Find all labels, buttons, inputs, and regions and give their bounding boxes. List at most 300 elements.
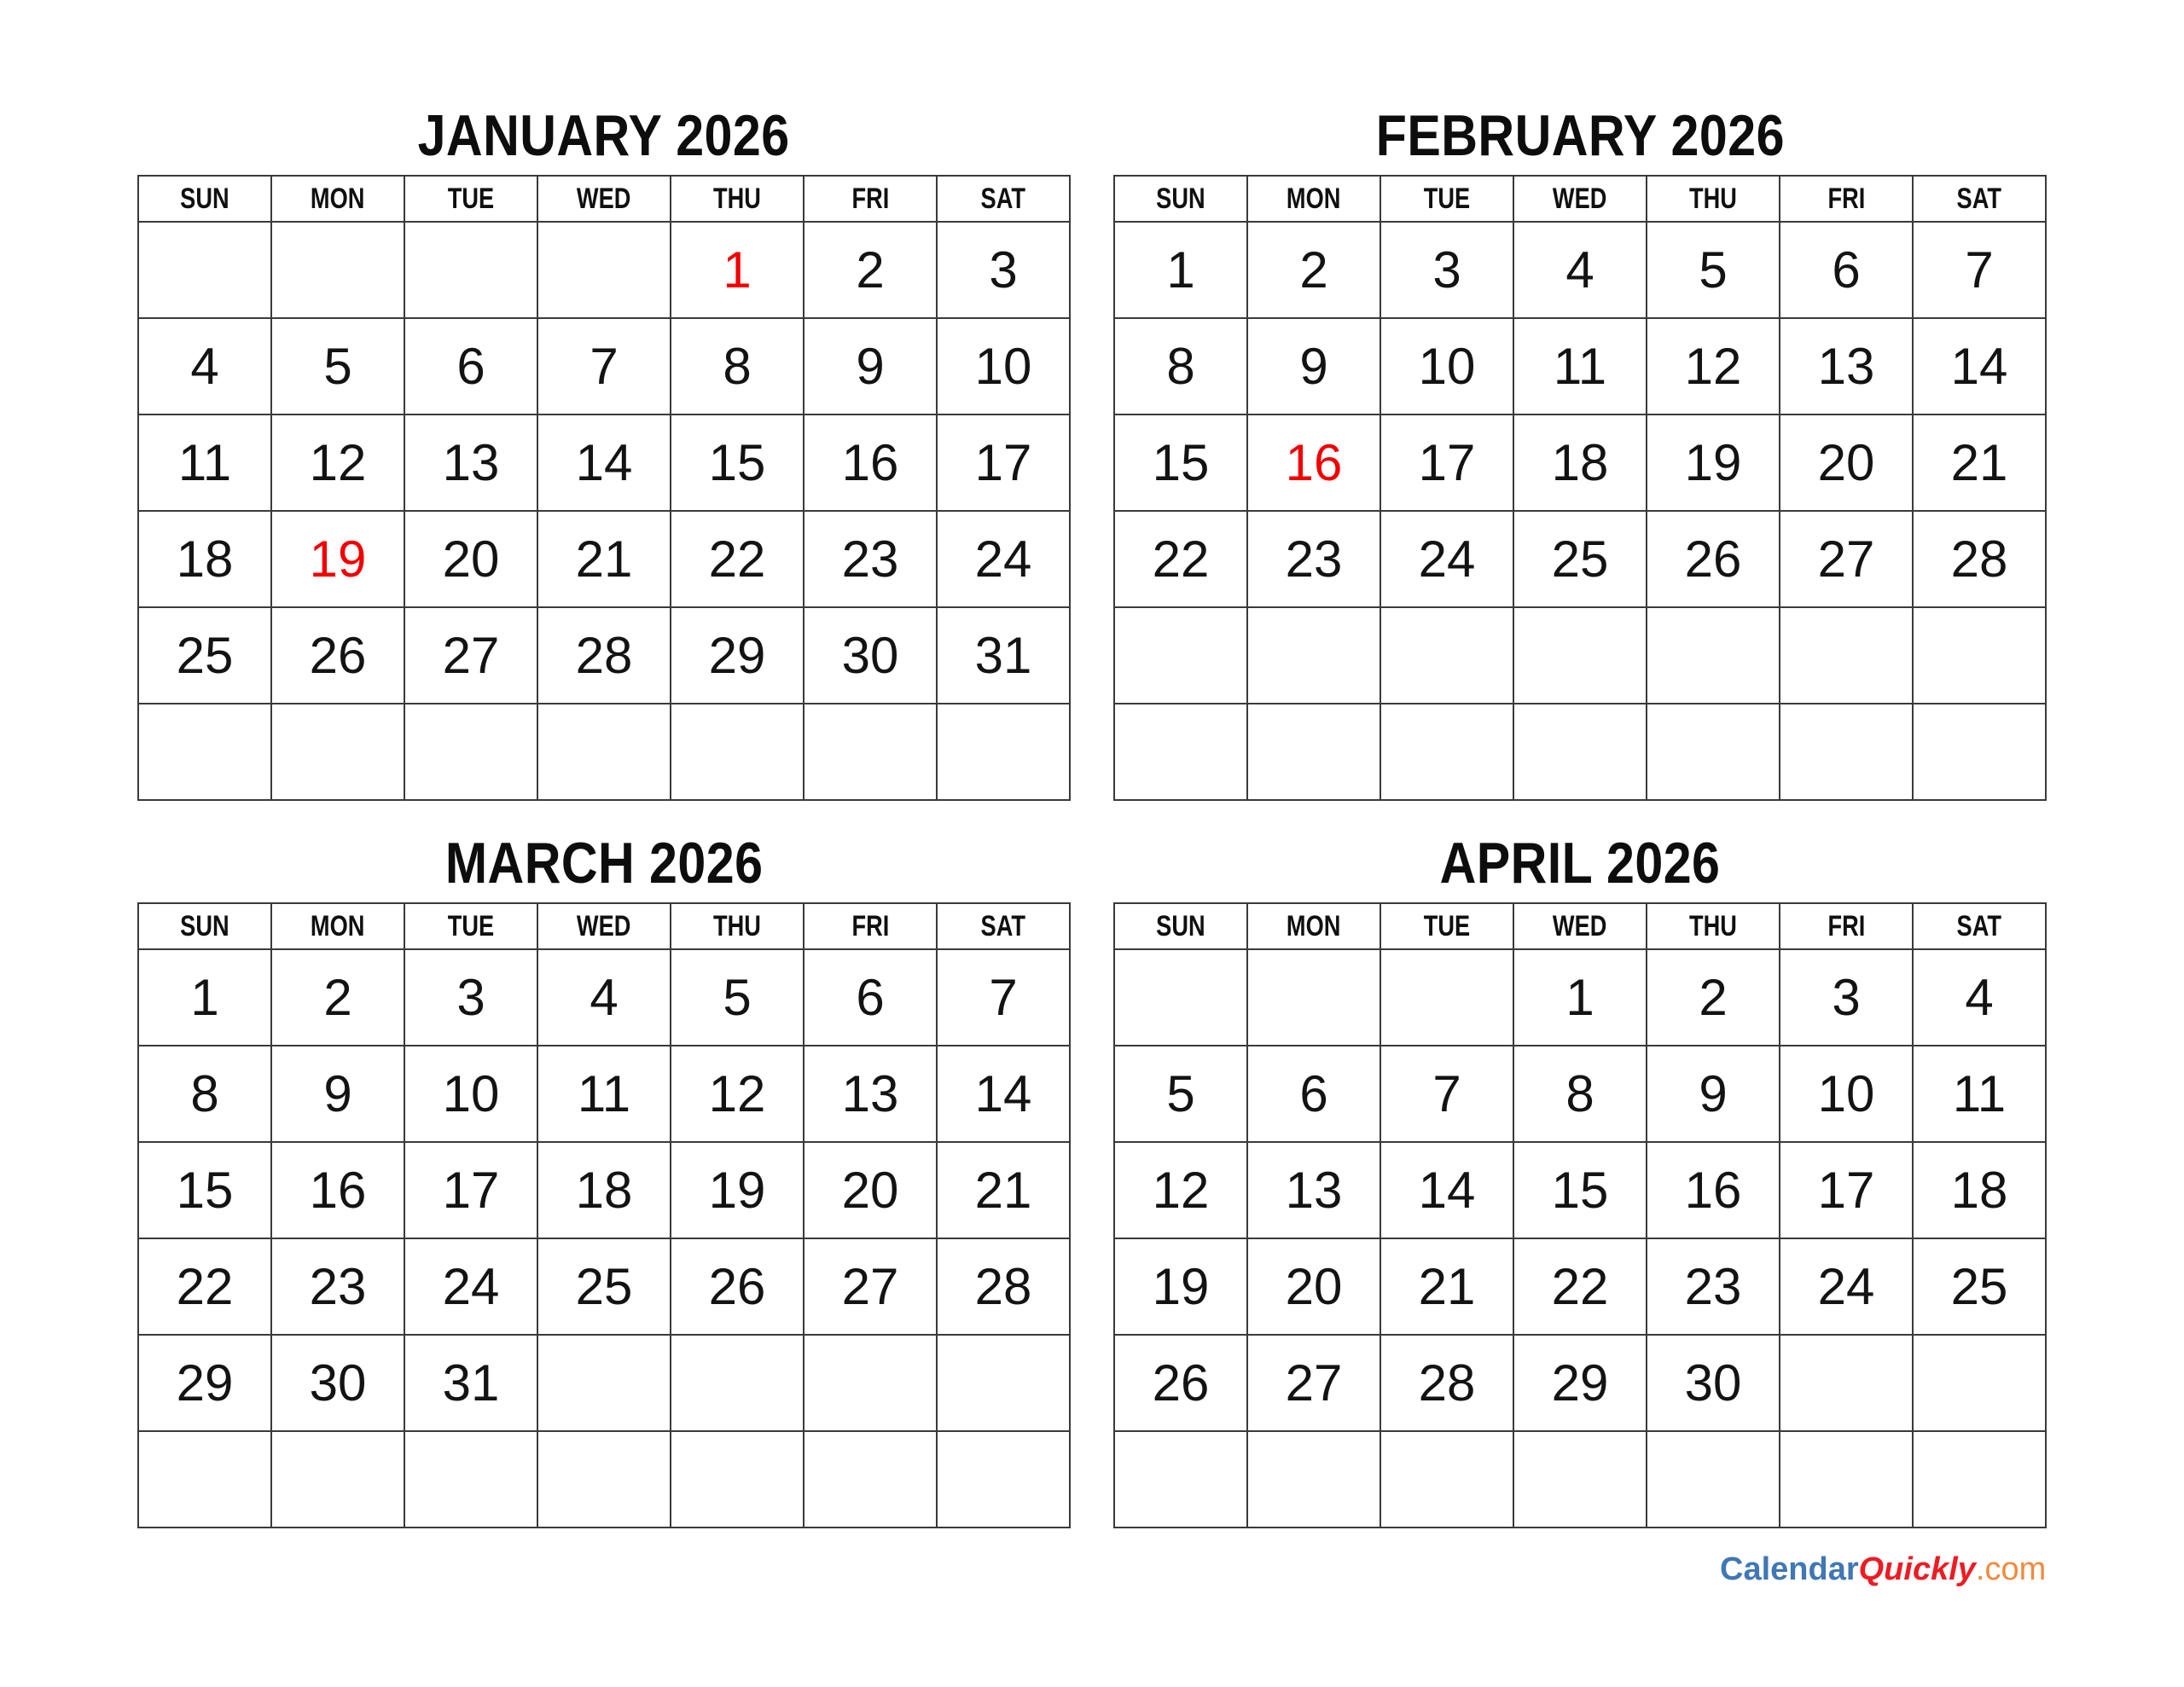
day-cell	[1647, 318, 1780, 415]
weekday-header	[1247, 903, 1380, 949]
day-cell	[404, 1431, 537, 1528]
day-number: 19	[1152, 1258, 1210, 1315]
day-number: 25	[176, 627, 234, 684]
day-cell	[1780, 704, 1913, 800]
day-number: 21	[575, 530, 633, 588]
day-number: 22	[1551, 1258, 1609, 1315]
day-cell	[937, 222, 1070, 318]
day-number: 11	[1952, 1065, 2007, 1122]
week-row	[138, 704, 1070, 800]
weekday-header-text: WED	[577, 182, 631, 215]
weekday-header	[1247, 176, 1380, 222]
day-cell	[1647, 511, 1780, 607]
day-number: 18	[1950, 1162, 2008, 1219]
day-number: 17	[1418, 434, 1476, 491]
day-number: 18	[176, 530, 234, 588]
day-cell	[671, 949, 804, 1046]
month-table-january	[137, 175, 1071, 801]
day-number: 18	[1551, 434, 1609, 491]
day-number: 1	[1166, 241, 1195, 299]
day-cell	[537, 222, 671, 318]
weekday-header-row	[1114, 903, 2046, 949]
day-cell	[1114, 318, 1247, 415]
day-number: 2	[1299, 241, 1328, 299]
day-cell	[1647, 1142, 1780, 1238]
days-grid	[138, 222, 1070, 800]
day-cell	[138, 222, 271, 318]
days-grid	[1114, 222, 2046, 800]
day-number: 5	[323, 338, 352, 395]
day-cell	[671, 511, 804, 607]
week-row	[1114, 415, 2046, 511]
day-cell	[271, 704, 404, 800]
day-number: 22	[708, 530, 766, 588]
day-cell	[1380, 1335, 1513, 1431]
day-cell	[1647, 607, 1780, 704]
day-number: 27	[442, 627, 500, 684]
day-number: 25	[1950, 1258, 2008, 1315]
weekday-header	[804, 903, 937, 949]
day-cell	[804, 949, 937, 1046]
weekday-header-text: SUN	[1156, 909, 1205, 942]
day-cell	[1647, 1335, 1780, 1431]
day-cell	[537, 415, 671, 511]
week-row	[1114, 607, 2046, 704]
day-number: 18	[575, 1162, 633, 1219]
day-number: 1	[1565, 969, 1594, 1026]
day-number: 13	[841, 1065, 899, 1122]
day-cell	[1380, 415, 1513, 511]
day-number: 16	[309, 1162, 367, 1219]
weekday-header-text: FRI	[1827, 909, 1865, 942]
day-number: 4	[190, 338, 219, 395]
day-cell	[1247, 949, 1380, 1046]
weekday-header	[1913, 903, 2046, 949]
week-row	[138, 1142, 1070, 1238]
day-cell	[138, 607, 271, 704]
day-cell	[1247, 415, 1380, 511]
day-number: 26	[309, 627, 367, 684]
day-cell	[1513, 511, 1647, 607]
week-row	[1114, 1431, 2046, 1528]
day-number-holiday: 16	[1285, 434, 1343, 491]
day-number: 13	[1817, 338, 1875, 395]
day-number: 14	[1950, 338, 2008, 395]
week-row	[1114, 318, 2046, 415]
day-cell	[537, 1046, 671, 1142]
day-cell	[1114, 222, 1247, 318]
day-number: 20	[1817, 434, 1875, 491]
day-cell	[671, 415, 804, 511]
day-number: 27	[1285, 1354, 1343, 1412]
day-cell	[1913, 415, 2046, 511]
day-cell	[937, 1142, 1070, 1238]
day-cell	[804, 1046, 937, 1142]
day-number: 10	[1418, 338, 1476, 395]
week-row	[1114, 511, 2046, 607]
weekday-header-text: FRI	[851, 909, 889, 942]
day-cell	[1780, 1335, 1913, 1431]
day-number: 29	[708, 627, 766, 684]
weekday-header	[1913, 176, 2046, 222]
weekday-header	[1380, 903, 1513, 949]
weekday-header-text: SUN	[180, 909, 229, 942]
day-cell	[671, 1238, 804, 1335]
day-cell	[1513, 318, 1647, 415]
weekday-header-text: SAT	[980, 909, 1026, 942]
day-cell	[937, 704, 1070, 800]
day-cell	[1780, 949, 1913, 1046]
weekday-header-text: THU	[1689, 909, 1737, 942]
day-cell	[537, 1431, 671, 1528]
weekday-header	[937, 176, 1070, 222]
day-cell	[1780, 1238, 1913, 1335]
day-number: 28	[974, 1258, 1032, 1315]
day-number: 12	[708, 1065, 766, 1122]
week-row	[1114, 704, 2046, 800]
day-number: 28	[1418, 1354, 1476, 1412]
weekday-header-text: MON	[1287, 182, 1341, 215]
day-cell	[1647, 415, 1780, 511]
month-title-march	[137, 828, 1071, 902]
day-number: 17	[1817, 1162, 1875, 1219]
day-number: 27	[841, 1258, 899, 1315]
day-cell	[1380, 511, 1513, 607]
day-cell	[1114, 415, 1247, 511]
day-cell	[1247, 1431, 1380, 1528]
day-cell	[804, 415, 937, 511]
weekday-header-text: WED	[1553, 909, 1607, 942]
weekday-header	[1780, 176, 1913, 222]
day-cell	[1647, 1046, 1780, 1142]
weekday-header-text: THU	[1689, 182, 1737, 215]
site-logo	[1720, 1552, 2046, 1588]
day-number: 17	[442, 1162, 500, 1219]
day-number: 4	[590, 969, 619, 1026]
day-number: 10	[442, 1065, 500, 1122]
day-number: 16	[1684, 1162, 1742, 1219]
day-number: 8	[190, 1065, 219, 1122]
day-cell	[937, 1431, 1070, 1528]
day-number: 8	[723, 338, 752, 395]
day-cell	[138, 704, 271, 800]
weekday-header-text: TUE	[1423, 182, 1471, 215]
day-number: 3	[1432, 241, 1461, 299]
day-number: 6	[856, 969, 885, 1026]
day-cell	[937, 415, 1070, 511]
day-cell	[937, 318, 1070, 415]
day-cell	[1513, 1238, 1647, 1335]
weekday-header	[404, 176, 537, 222]
day-cell	[537, 511, 671, 607]
logo-text-com: .com	[1975, 1551, 2047, 1587]
weekday-header	[1513, 176, 1647, 222]
day-number: 25	[1551, 530, 1609, 588]
month-table-february	[1113, 175, 2047, 801]
day-number: 3	[1832, 969, 1861, 1026]
day-cell	[404, 318, 537, 415]
day-number: 14	[1418, 1162, 1476, 1219]
day-number: 21	[1950, 434, 2008, 491]
logo-text-quickly: Quickly	[1858, 1551, 1976, 1587]
day-number: 31	[442, 1354, 500, 1412]
month-title-text: MARCH 2026	[444, 831, 764, 896]
weekday-header-text: SUN	[1156, 182, 1205, 215]
day-cell	[1513, 607, 1647, 704]
day-cell	[138, 1238, 271, 1335]
weekday-header-text: FRI	[1827, 182, 1865, 215]
day-cell	[937, 511, 1070, 607]
day-number: 24	[1817, 1258, 1875, 1315]
week-row	[138, 1046, 1070, 1142]
day-cell	[1114, 1431, 1247, 1528]
day-cell	[1513, 704, 1647, 800]
day-cell	[1247, 1046, 1380, 1142]
day-cell	[271, 1142, 404, 1238]
day-number: 22	[176, 1258, 234, 1315]
day-number: 3	[456, 969, 485, 1026]
day-number: 19	[1684, 434, 1742, 491]
week-row	[1114, 1335, 2046, 1431]
day-cell	[1913, 607, 2046, 704]
day-cell	[271, 511, 404, 607]
day-cell	[138, 949, 271, 1046]
day-number: 9	[1299, 338, 1328, 395]
day-cell	[1114, 1046, 1247, 1142]
day-cell	[1780, 1046, 1913, 1142]
day-number: 11	[1553, 338, 1607, 395]
day-number: 26	[1684, 530, 1742, 588]
month-title-february	[1113, 101, 2047, 175]
day-number: 3	[989, 241, 1018, 299]
day-number: 26	[708, 1258, 766, 1315]
weekday-header-text: WED	[577, 909, 631, 942]
day-number-holiday: 1	[723, 241, 752, 299]
day-number: 12	[309, 434, 367, 491]
day-cell	[1780, 1431, 1913, 1528]
weekday-header-text: THU	[713, 182, 761, 215]
day-number: 4	[1565, 241, 1594, 299]
day-cell	[1647, 949, 1780, 1046]
day-cell	[537, 1335, 671, 1431]
days-grid	[1114, 949, 2046, 1528]
day-cell	[1513, 415, 1647, 511]
day-number: 20	[442, 530, 500, 588]
weekday-header	[1114, 903, 1247, 949]
day-number: 30	[841, 627, 899, 684]
day-number: 23	[1684, 1258, 1742, 1315]
day-number: 8	[1166, 338, 1195, 395]
day-cell	[1247, 607, 1380, 704]
day-cell	[404, 222, 537, 318]
week-row	[138, 607, 1070, 704]
day-number: 14	[575, 434, 633, 491]
day-number: 25	[575, 1258, 633, 1315]
day-cell	[138, 1046, 271, 1142]
day-cell	[138, 1142, 271, 1238]
day-cell	[1513, 949, 1647, 1046]
day-cell	[404, 949, 537, 1046]
weekday-header	[671, 176, 804, 222]
day-number: 22	[1152, 530, 1210, 588]
day-cell	[1913, 1142, 2046, 1238]
day-cell	[1247, 1335, 1380, 1431]
day-number: 8	[1565, 1065, 1594, 1122]
week-row	[138, 1335, 1070, 1431]
day-number: 7	[590, 338, 619, 395]
day-cell	[1380, 607, 1513, 704]
week-row	[138, 415, 1070, 511]
day-number: 21	[1418, 1258, 1476, 1315]
day-cell	[271, 607, 404, 704]
day-number: 30	[1684, 1354, 1742, 1412]
day-number: 9	[1699, 1065, 1728, 1122]
day-cell	[138, 1431, 271, 1528]
day-number: 20	[1285, 1258, 1343, 1315]
day-cell	[671, 1431, 804, 1528]
day-cell	[1114, 704, 1247, 800]
day-cell	[804, 607, 937, 704]
day-cell	[1647, 1238, 1780, 1335]
weekday-header-text: MON	[311, 182, 365, 215]
day-cell	[1913, 511, 2046, 607]
month-title-text: APRIL 2026	[1439, 831, 1721, 896]
day-number: 5	[723, 969, 752, 1026]
day-cell	[271, 318, 404, 415]
day-cell	[671, 1046, 804, 1142]
day-cell	[1780, 415, 1913, 511]
day-number: 20	[841, 1162, 899, 1219]
day-cell	[1114, 949, 1247, 1046]
month-february	[1113, 101, 2047, 801]
weekday-header	[537, 903, 671, 949]
day-number: 5	[1699, 241, 1728, 299]
day-cell	[1647, 1431, 1780, 1528]
day-cell	[1913, 1238, 2046, 1335]
day-cell	[1247, 511, 1380, 607]
day-number: 15	[176, 1162, 234, 1219]
day-cell	[138, 1335, 271, 1431]
day-cell	[1114, 1142, 1247, 1238]
day-cell	[671, 222, 804, 318]
weekday-header-row	[1114, 176, 2046, 222]
weekday-header	[1780, 903, 1913, 949]
day-cell	[537, 949, 671, 1046]
day-cell	[1247, 222, 1380, 318]
day-cell	[1913, 949, 2046, 1046]
day-number: 12	[1152, 1162, 1210, 1219]
logo-text-calendar: Calendar	[1720, 1551, 1859, 1587]
day-cell	[1513, 222, 1647, 318]
day-cell	[804, 1431, 937, 1528]
day-cell	[271, 1431, 404, 1528]
day-number: 11	[177, 434, 232, 491]
week-row	[1114, 222, 2046, 318]
day-cell	[138, 415, 271, 511]
month-title-april	[1113, 828, 2047, 902]
day-cell	[671, 607, 804, 704]
day-number: 23	[841, 530, 899, 588]
day-number: 9	[323, 1065, 352, 1122]
day-number: 30	[309, 1354, 367, 1412]
week-row	[1114, 1238, 2046, 1335]
day-cell	[937, 1046, 1070, 1142]
day-number: 12	[1684, 338, 1742, 395]
day-cell	[671, 1335, 804, 1431]
day-number: 24	[1418, 530, 1476, 588]
weekday-header-text: SUN	[180, 182, 229, 215]
weekday-header	[271, 176, 404, 222]
day-cell	[671, 704, 804, 800]
day-cell	[1647, 222, 1780, 318]
week-row	[138, 1238, 1070, 1335]
day-number: 13	[442, 434, 500, 491]
day-number: 16	[841, 434, 899, 491]
day-cell	[1913, 1431, 2046, 1528]
weekday-header-text: SAT	[1956, 909, 2002, 942]
day-cell	[1380, 1238, 1513, 1335]
weekday-header	[404, 903, 537, 949]
day-cell	[1780, 318, 1913, 415]
day-number: 2	[323, 969, 352, 1026]
day-cell	[937, 949, 1070, 1046]
day-number: 4	[1965, 969, 1994, 1026]
month-january	[137, 101, 1071, 801]
day-cell	[271, 949, 404, 1046]
weekday-header	[1647, 176, 1780, 222]
day-cell	[404, 1142, 537, 1238]
day-number: 14	[974, 1065, 1032, 1122]
day-number: 7	[1965, 241, 1994, 299]
weekday-header	[1513, 903, 1647, 949]
weekday-header-text: SAT	[1956, 182, 2002, 215]
day-cell	[404, 704, 537, 800]
day-cell	[1380, 318, 1513, 415]
weekday-header-text: MON	[1287, 909, 1341, 942]
weekday-header	[1114, 176, 1247, 222]
week-row	[1114, 949, 2046, 1046]
day-number: 29	[176, 1354, 234, 1412]
weekday-header-text: MON	[311, 909, 365, 942]
week-row	[138, 949, 1070, 1046]
day-number: 28	[575, 627, 633, 684]
day-cell	[1913, 1335, 2046, 1431]
weekday-header-text: SAT	[980, 182, 1026, 215]
weekday-header	[1380, 176, 1513, 222]
day-number: 24	[442, 1258, 500, 1315]
day-cell	[271, 222, 404, 318]
weekday-header-text: WED	[1553, 182, 1607, 215]
month-title-january	[137, 101, 1071, 175]
day-cell	[1114, 1335, 1247, 1431]
weekday-header	[138, 903, 271, 949]
day-cell	[1913, 222, 2046, 318]
day-cell	[1247, 704, 1380, 800]
day-cell	[804, 318, 937, 415]
day-cell	[804, 704, 937, 800]
weekday-header	[271, 903, 404, 949]
week-row	[138, 318, 1070, 415]
day-number: 7	[989, 969, 1018, 1026]
day-number: 9	[856, 338, 885, 395]
week-row	[1114, 1142, 2046, 1238]
day-cell	[937, 1335, 1070, 1431]
day-cell	[1513, 1142, 1647, 1238]
day-cell	[804, 1335, 937, 1431]
day-cell	[804, 222, 937, 318]
weekday-header-text: FRI	[851, 182, 889, 215]
month-title-text: JANUARY 2026	[418, 103, 790, 168]
